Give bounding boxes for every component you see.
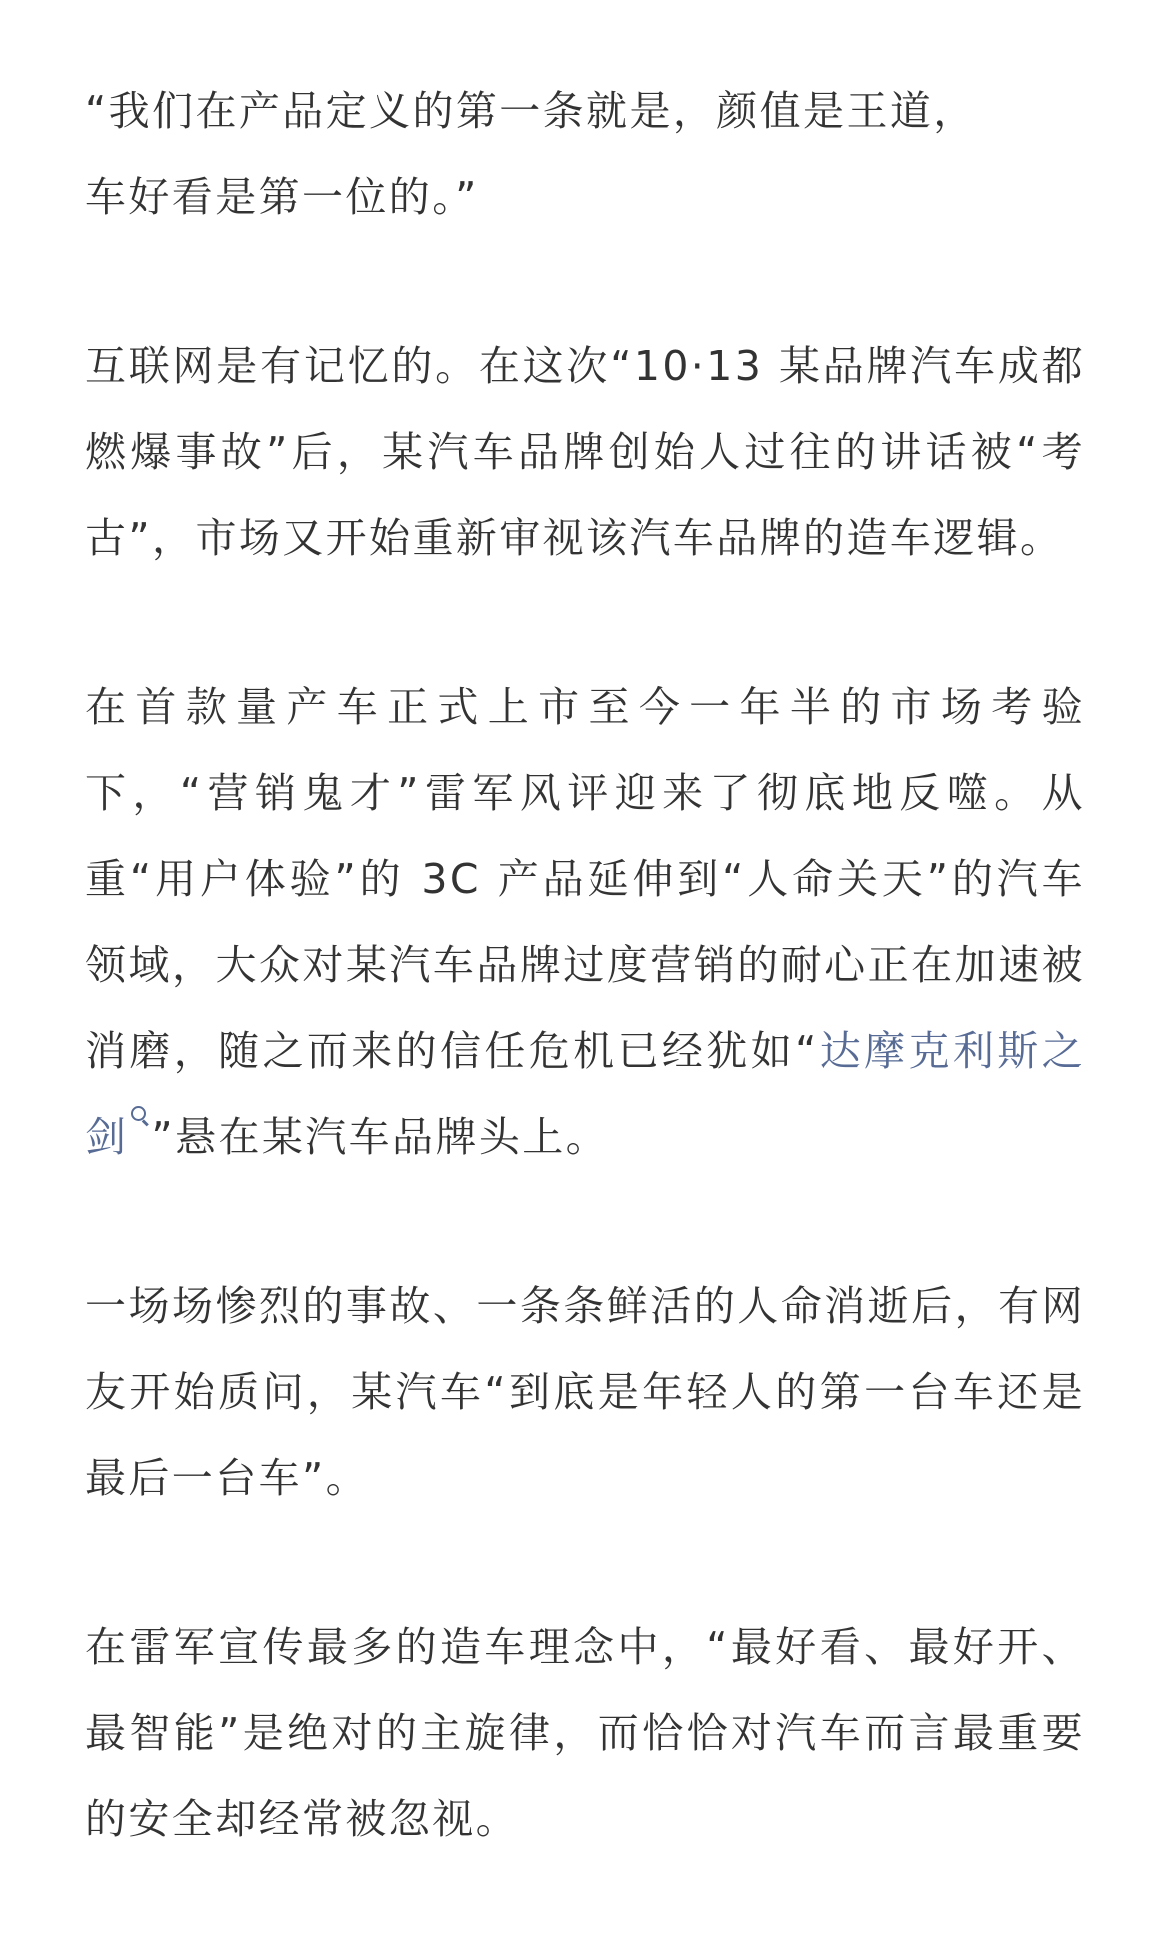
quote-line-1: “我们在产品定义的第一条就是，颜值是王道， — [85, 87, 977, 135]
paragraph-accidents: 一场场惨烈的事故、一条条鲜活的人命消逝后，有网友开始质问，某汽车“到底是年轻人的第一台车还是最后一台车”。 — [85, 1282, 1085, 1502]
paragraph-internet-memory: 互联网是有记忆的。在这次“10·13 某品牌汽车成都燃爆事故”后，某汽车品牌创始人过往的讲话被“考古”，市场又开始重新审视该汽车品牌的造车逻辑。 — [85, 342, 1085, 562]
article-body — [85, 68, 1085, 1862]
quote-line-2: 车好看是第一位的。” — [85, 173, 479, 221]
paragraph-text-after-link: ”悬在某汽车品牌头上。 — [151, 1113, 610, 1161]
quote-paragraph — [85, 68, 1085, 240]
paragraph-safety: 在雷军宣传最多的造车理念中，“最好看、最好开、最智能”是绝对的主旋律，而恰恰对汽车而言最重要的安全却经常被忽视。 — [85, 1623, 1085, 1843]
paragraph-text-before-link: 在首款量产车正式上市至今一年半的市场考验下，“营销鬼才”雷军风评迎来了彻底地反噬。从重“用户体验”的 3C 产品延伸到“人命关天”的汽车领域，大众对某汽车品牌过度营销的耐心正在加速被消磨，随之而来的信任危机已经犹如“ — [85, 683, 1085, 1075]
search-icon[interactable] — [129, 1104, 151, 1130]
paragraph-market-test — [85, 664, 1085, 1180]
link-text[interactable]: 达摩克利斯之剑 — [85, 1027, 1085, 1161]
